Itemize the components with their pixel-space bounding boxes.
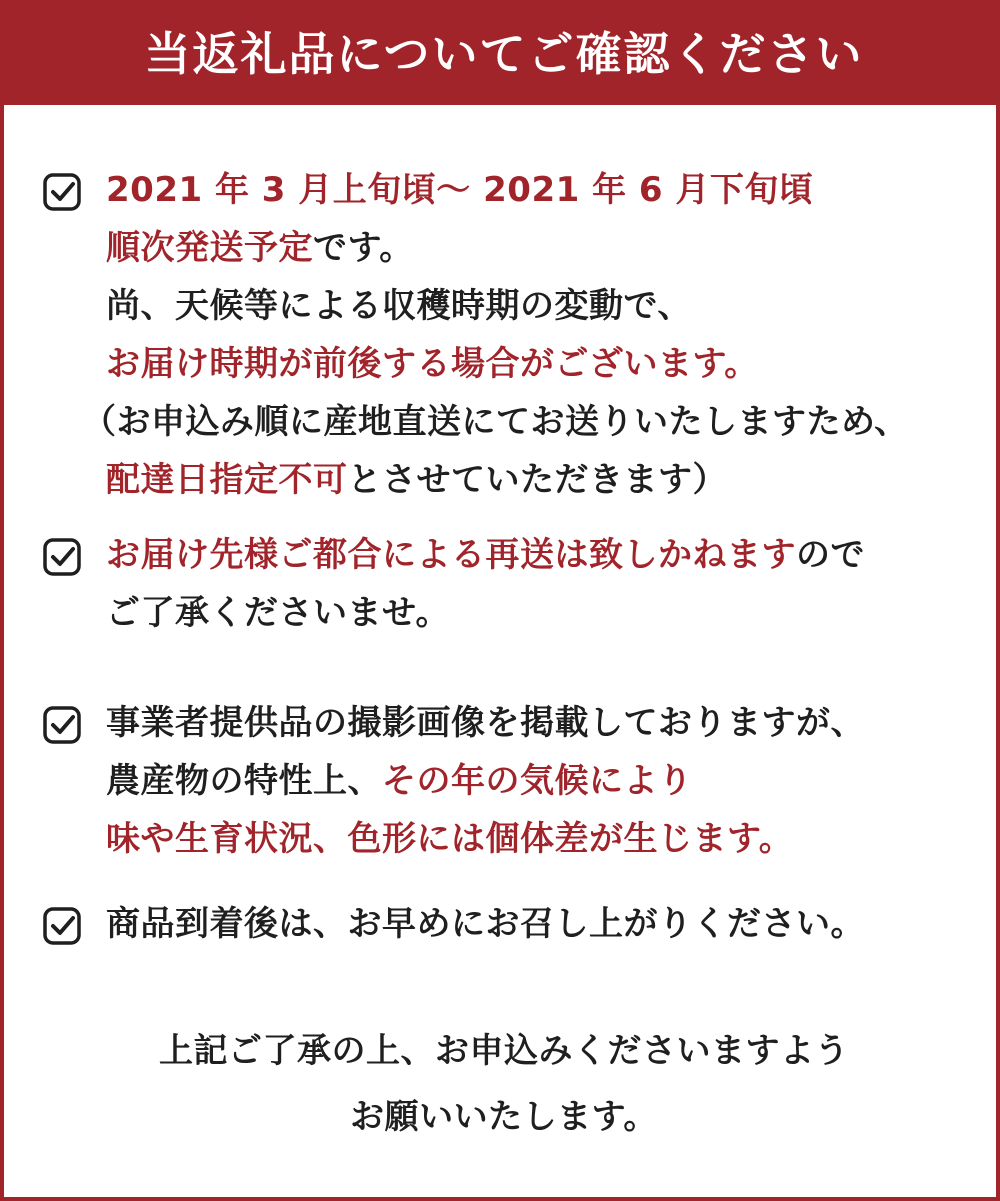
body-text: ので (796, 535, 865, 575)
notice-line (106, 584, 992, 642)
notice-line (106, 526, 992, 584)
notice-line (82, 393, 992, 451)
highlight-text: 配達日指定不可 (106, 460, 348, 500)
notice-line (106, 694, 992, 752)
highlight-text: お届け時期が前後する場合がございます。 (106, 344, 759, 384)
body-text: 商品到着後は、お早めにお召し上がりください。 (106, 904, 865, 944)
closing-line: お願いいたします。 (350, 1097, 658, 1137)
notice-line (106, 451, 992, 509)
notice-line (106, 895, 992, 953)
notice-line (106, 277, 992, 335)
body-text: とさせていただきます） (347, 460, 727, 500)
checkbox-checked-icon (42, 537, 82, 577)
body-text: （お申込み順に産地直送にてお送りいたしますため、 (82, 402, 909, 442)
highlight-text: 順次発送予定 (106, 228, 313, 268)
body-text: 尚、天候等による収穫時期の変動で、 (106, 286, 692, 326)
closing-line: 上記ご了承の上、お申込みくださいますよう (159, 1031, 849, 1071)
checkbox-checked-icon (42, 906, 82, 946)
notice-line (106, 219, 992, 277)
body-text: 農産物の特性上、 (106, 761, 382, 801)
page-title: 当返礼品についてご確認ください (4, 4, 1000, 105)
highlight-text: その年の気候により (382, 761, 693, 801)
body-text: 事業者提供品の撮影画像を掲載しておりますが、 (106, 703, 865, 743)
body-text: です。 (313, 228, 414, 268)
notice-line (106, 810, 992, 868)
highlight-text: 2021 年 3 月上旬頃〜 2021 年 6 月下旬頃 (106, 170, 814, 210)
checkbox-checked-icon (42, 172, 82, 212)
checkbox-checked-icon (42, 705, 82, 745)
highlight-text: お届け先様ご都合による再送は致しかねます (106, 535, 796, 575)
body-text: ご了承くださいませ。 (106, 593, 450, 633)
notice-line (106, 335, 992, 393)
notice-line (106, 752, 992, 810)
closing-message (4, 1022, 1000, 1146)
highlight-text: 味や生育状況、色形には個体差が生じます。 (106, 819, 794, 859)
notice-line (106, 161, 992, 219)
